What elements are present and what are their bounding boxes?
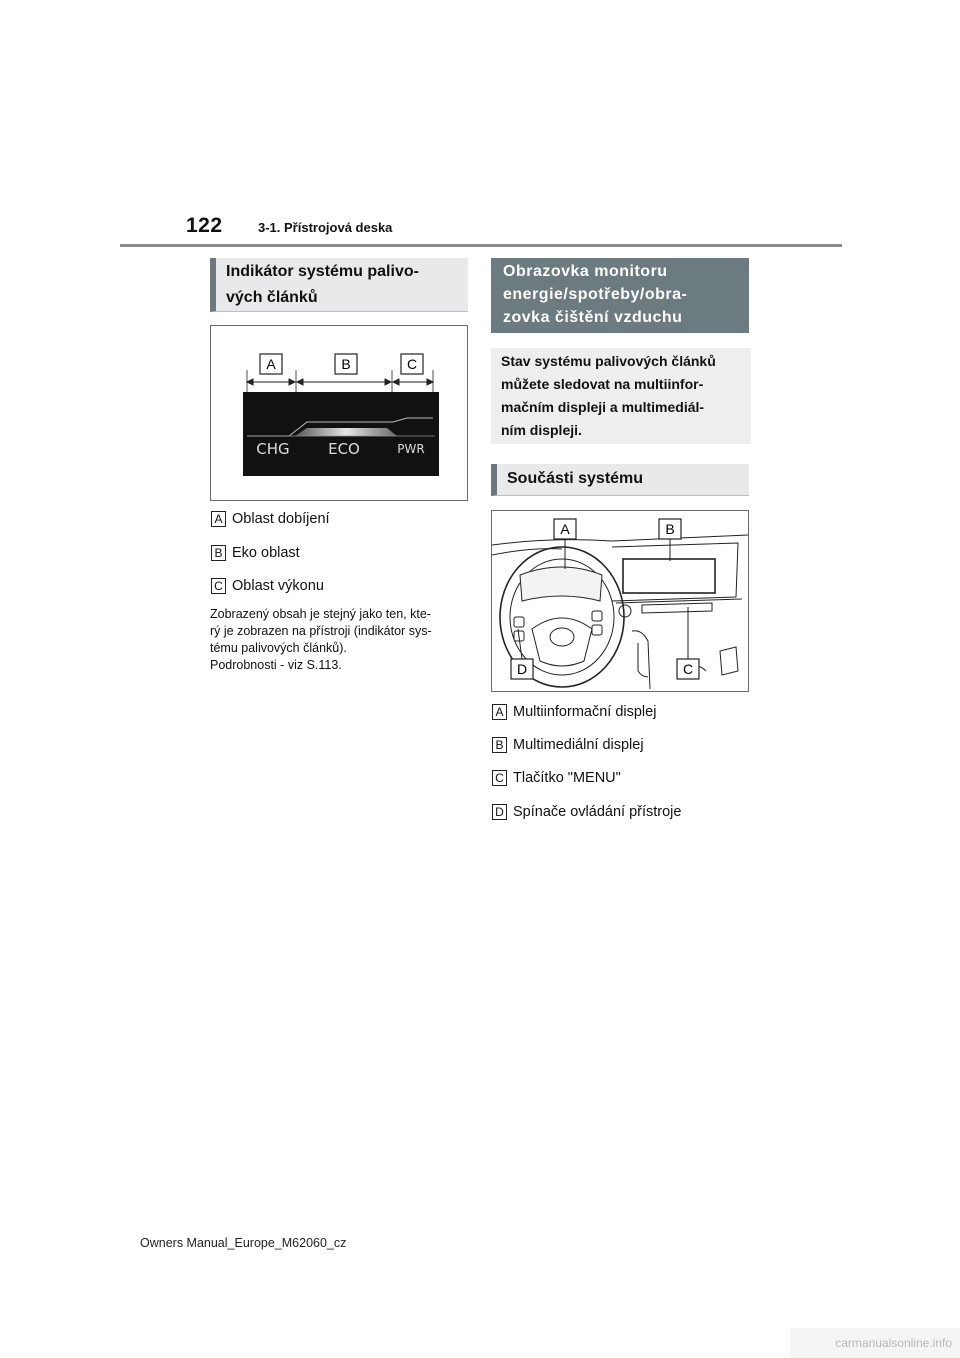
menu-button-row	[642, 603, 712, 613]
intro-line: mačním displeji a multimediál-	[501, 399, 705, 415]
callout-b: B	[341, 356, 351, 372]
dashboard-figure	[491, 510, 749, 692]
legend-text: Spínače ovládání přístroje	[513, 804, 682, 820]
legend-badge: C	[211, 578, 226, 594]
legend-item-b	[492, 737, 644, 753]
callout-c: C	[406, 356, 418, 372]
intro-line: můžete sledovat na multiinfor-	[501, 376, 704, 392]
footer-text: Owners Manual_Europe_M62060_cz	[140, 1236, 347, 1250]
legend-item-a	[492, 704, 656, 720]
callout-d: D	[516, 661, 528, 677]
intro-box	[491, 348, 751, 444]
legend-badge: B	[492, 737, 507, 753]
legend-item-b	[211, 545, 300, 561]
fuel-cell-indicator-figure	[210, 325, 468, 501]
note-line: rý je zobrazen na přístroji (indikátor sys-	[210, 624, 432, 638]
legend-text: Oblast dobíjení	[232, 511, 330, 527]
segment-pwr: PWR	[397, 442, 425, 456]
legend-item-a	[211, 511, 330, 527]
intro-line: Stav systému palivových článků	[501, 353, 716, 369]
segment-eco: ECO	[328, 440, 360, 458]
watermark[interactable]: carmanualsonline.info	[790, 1328, 960, 1358]
heading-system-components: Součásti systému	[491, 464, 749, 496]
legend-badge: C	[492, 770, 507, 786]
heading-line-2: energie/spotřeby/obra-	[503, 286, 688, 303]
header-divider	[120, 244, 842, 247]
legend-badge: D	[492, 804, 507, 820]
heading-line-1: Indikátor systému palivo-	[226, 263, 419, 280]
legend-item-c	[492, 770, 621, 786]
heading-line-1: Obrazovka monitoru	[503, 263, 668, 280]
indicator-note	[210, 606, 470, 674]
segment-chg: CHG	[256, 440, 290, 458]
legend-badge: A	[492, 704, 507, 720]
legend-item-d	[492, 804, 681, 820]
indicator-illustration	[211, 326, 467, 500]
heading-fuel-cell-indicator	[210, 258, 468, 312]
heading-line-2: vých článků	[226, 289, 318, 306]
legend-text: Tlačítko "MENU"	[513, 770, 621, 786]
heading-energy-monitor	[491, 258, 749, 333]
span-arrows	[247, 379, 433, 385]
note-line: Zobrazený obsah je stejný jako ten, kte-	[210, 607, 431, 621]
callout-c: C	[682, 661, 694, 677]
callout-a: A	[266, 356, 276, 372]
note-line: tému palivových článků).	[210, 641, 347, 655]
steering-switch-left	[514, 617, 524, 627]
legend-badge: A	[211, 511, 226, 527]
legend-text: Multimediální displej	[513, 737, 644, 753]
section-title: 3-1. Přístrojová deska	[258, 220, 393, 235]
cluster-display	[520, 567, 602, 601]
note-line: Podrobnosti - viz S.113.	[210, 658, 342, 672]
callout-b: B	[665, 521, 675, 537]
multimedia-screen	[623, 559, 715, 593]
legend-item-c	[211, 578, 324, 594]
legend-text: Oblast výkonu	[232, 578, 324, 594]
callout-a: A	[560, 521, 570, 537]
dashboard-illustration	[492, 511, 748, 691]
legend-text: Multiinformační displej	[513, 704, 657, 720]
legend-badge: B	[211, 545, 226, 561]
intro-line: ním displeji.	[501, 422, 582, 438]
heading-line-3: zovka čištění vzduchu	[503, 309, 683, 326]
legend-text: Eko oblast	[232, 545, 300, 561]
eco-bar	[295, 428, 397, 436]
page-number: 122	[186, 214, 223, 237]
